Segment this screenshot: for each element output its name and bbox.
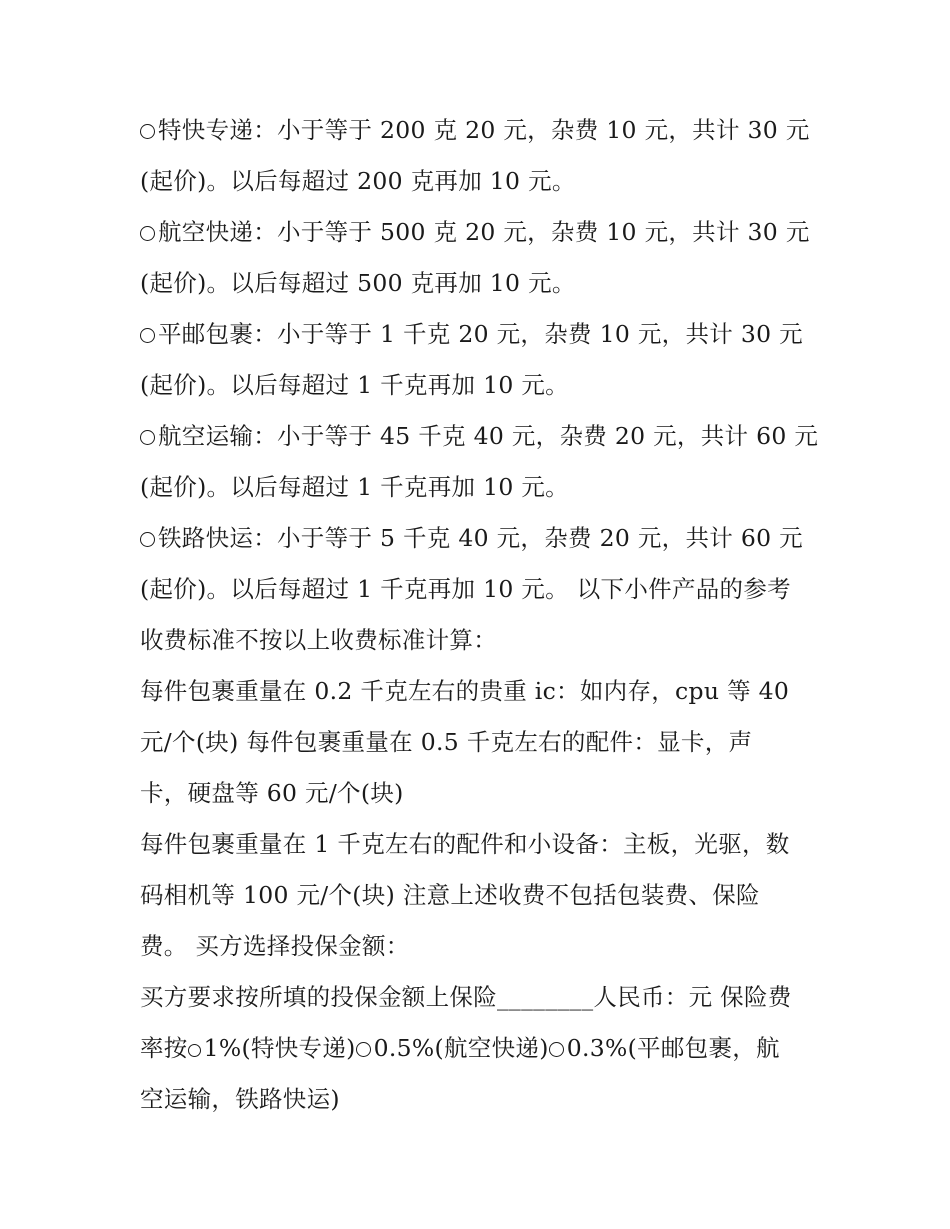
text-line: 码相机等 100 元/个(块) 注意上述收费不包括包装费、保险 (140, 881, 760, 909)
radio-circle-icon[interactable] (140, 124, 155, 139)
text-line: (起价)。以后每超过 1 千克再加 10 元。 以下小件产品的参考 (140, 575, 791, 603)
text-line: 平邮包裹：小于等于 1 千克 20 元，杂费 10 元，共计 30 元 (140, 314, 820, 365)
radio-circle-icon[interactable] (140, 328, 155, 343)
text-line: 卡，硬盘等 60 元/个(块) (140, 779, 404, 807)
text-line: (起价)。以后每超过 1 千克再加 10 元。 (140, 473, 569, 501)
text-line: 航空快递：小于等于 500 克 20 元，杂费 10 元，共计 30 元 (140, 212, 820, 263)
radio-circle-icon[interactable] (140, 226, 155, 241)
radio-circle-icon[interactable] (140, 430, 155, 445)
text-line: 元/个(块) 每件包裹重量在 0.5 千克左右的配件：显卡，声 (140, 728, 753, 756)
text-line: 特快专递：小于等于 200 克 20 元，杂费 10 元，共计 30 元 (140, 110, 820, 161)
text-line: (起价)。以后每超过 1 千克再加 10 元。 (140, 371, 569, 399)
radio-circle-icon[interactable] (140, 532, 155, 547)
text-line: 费。 买方选择投保金额： (140, 932, 410, 960)
text-line: 铁路快运：小于等于 5 千克 40 元，杂费 20 元，共计 60 元 (140, 518, 820, 569)
radio-circle-icon[interactable] (549, 1042, 564, 1057)
document-page (140, 110, 820, 1130)
text-line: (起价)。以后每超过 200 克再加 10 元。 (140, 167, 576, 195)
text-line: 收费标准不按以上收费标准计算： (140, 626, 497, 654)
text-line: (起价)。以后每超过 500 克再加 10 元。 (140, 269, 576, 297)
text-line: 买方要求按所填的投保金额上保险________人民币：元 保险费 (140, 983, 792, 1011)
text-line: 空运输，铁路快运) (140, 1085, 340, 1113)
radio-circle-icon[interactable] (188, 1044, 201, 1057)
text-line: 航空运输：小于等于 45 千克 40 元，杂费 20 元，共计 60 元 (140, 416, 820, 467)
text-line: 每件包裹重量在 0.2 千克左右的贵重 ic：如内存，cpu 等 40 (140, 677, 790, 705)
text-line: 每件包裹重量在 1 千克左右的配件和小设备：主板，光驱，数 (140, 830, 790, 858)
radio-circle-icon[interactable] (356, 1042, 371, 1057)
insurance-rate-line: 率按 1%(特快专递) 0.5%(航空快递) 0.3%(平邮包裹，航 (140, 1034, 780, 1062)
